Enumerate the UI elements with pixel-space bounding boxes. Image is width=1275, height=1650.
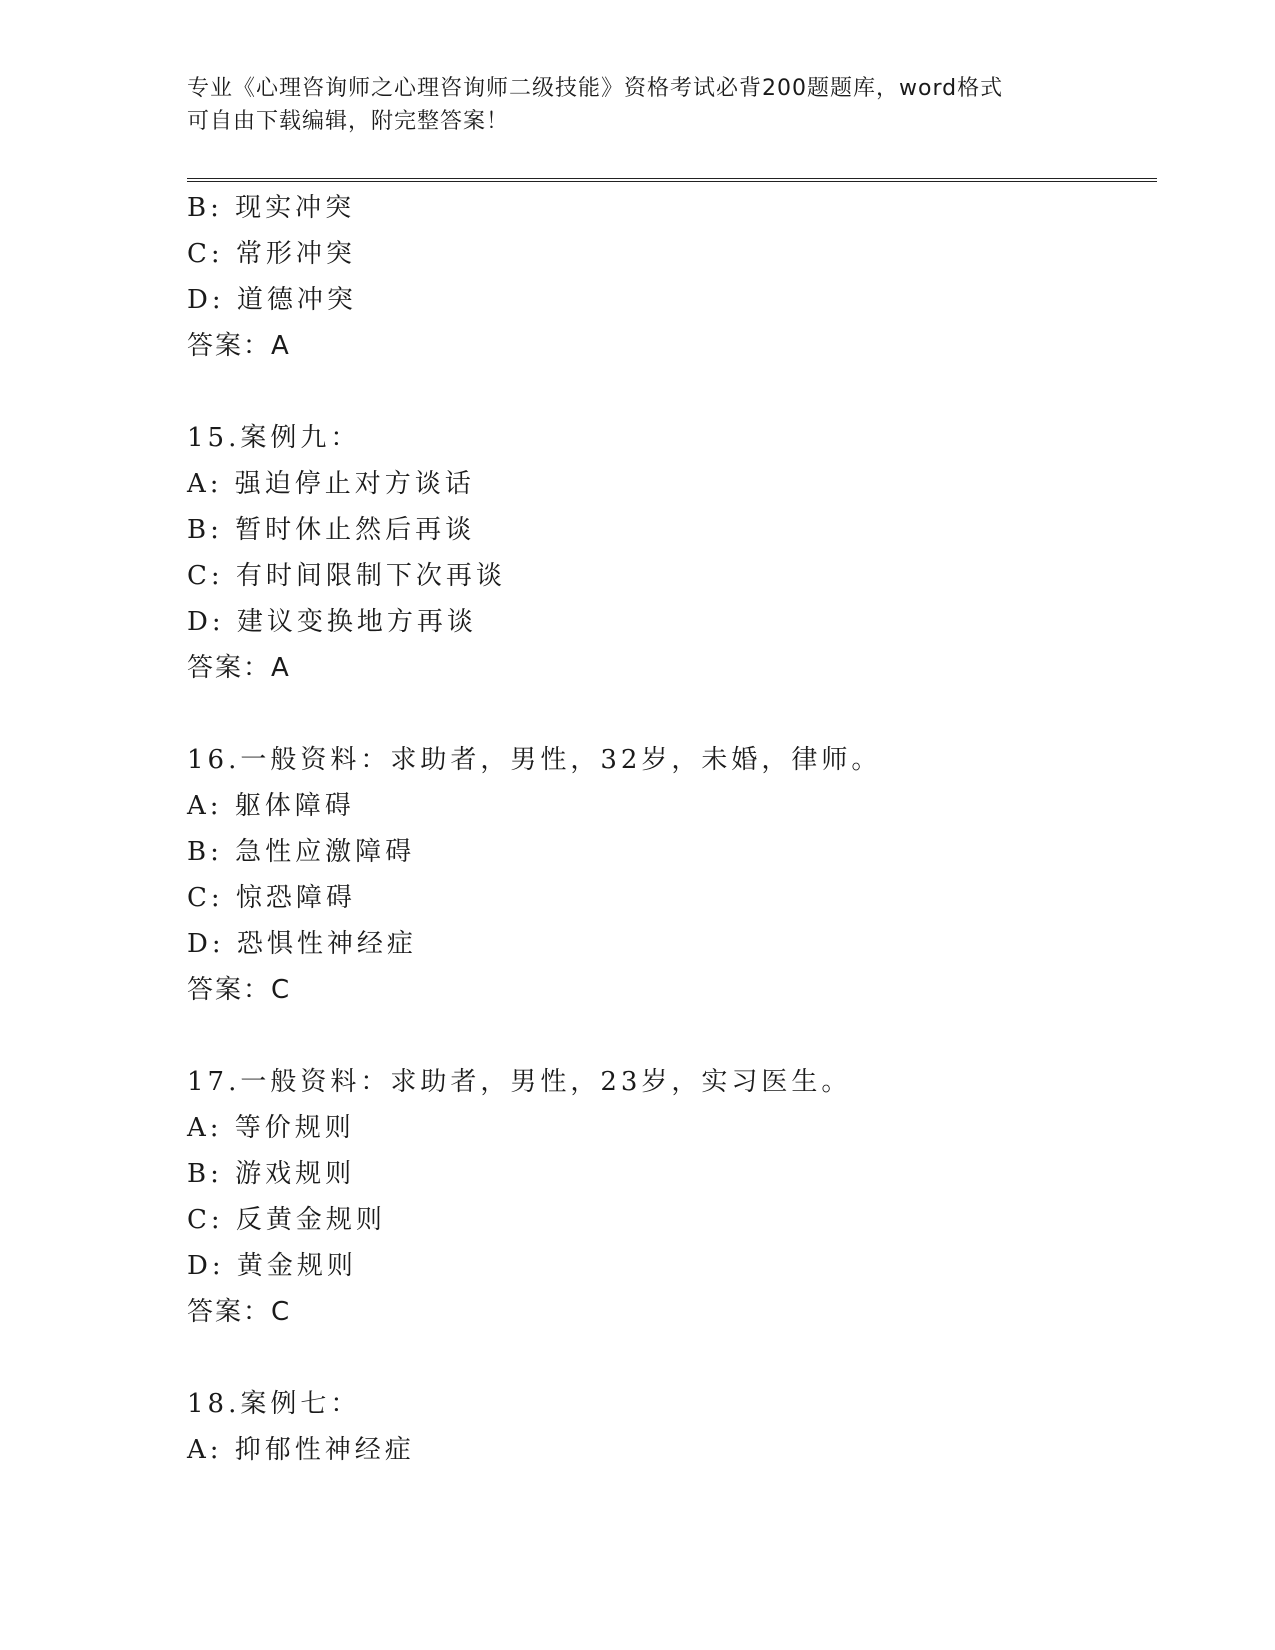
- question-title: 18.案例七：: [187, 1389, 361, 1419]
- question-block: [187, 415, 1157, 691]
- answer-line: 答案：A: [187, 653, 291, 683]
- option-line: C: 常形冲突: [187, 239, 356, 269]
- option-line: A: 躯体障碍: [187, 791, 355, 821]
- option-line: D: 道德冲突: [187, 285, 357, 315]
- header-line-2: 可自由下载编辑，附完整答案！: [187, 109, 510, 134]
- option-line: B: 现实冲突: [187, 193, 356, 223]
- question-block: [187, 185, 1157, 369]
- option-line: A: 等价规则: [187, 1113, 355, 1143]
- option-line: C: 反黄金规则: [187, 1205, 386, 1235]
- question-title: 16.一般资料：求助者，男性，32岁，未婚，律师。: [187, 745, 882, 775]
- question-title: 17.一般资料：求助者，男性，23岁，实习医生。: [187, 1067, 852, 1097]
- question-block: [187, 1059, 1157, 1335]
- question-block: [187, 737, 1157, 1013]
- option-line: C: 惊恐障碍: [187, 883, 356, 913]
- header-divider: [187, 178, 1157, 182]
- option-line: B: 暂时休止然后再谈: [187, 515, 476, 545]
- option-line: D: 恐惧性神经症: [187, 929, 417, 959]
- question-title: 15.案例九：: [187, 423, 361, 453]
- option-line: C: 有时间限制下次再谈: [187, 561, 506, 591]
- answer-line: 答案：A: [187, 331, 291, 361]
- option-line: D: 黄金规则: [187, 1251, 357, 1281]
- option-line: B: 急性应激障碍: [187, 837, 416, 867]
- document-header: [187, 72, 1087, 138]
- option-line: A: 抑郁性神经症: [187, 1435, 415, 1465]
- question-block: [187, 1381, 1157, 1473]
- question-list: [187, 185, 1157, 1473]
- answer-line: 答案：C: [187, 975, 292, 1005]
- answer-line: 答案：C: [187, 1297, 292, 1327]
- option-line: D: 建议变换地方再谈: [187, 607, 477, 637]
- option-line: A: 强迫停止对方谈话: [187, 469, 475, 499]
- option-line: B: 游戏规则: [187, 1159, 356, 1189]
- header-line-1: 专业《心理咨询师之心理咨询师二级技能》资格考试必背200题题库，word格式: [187, 76, 1004, 101]
